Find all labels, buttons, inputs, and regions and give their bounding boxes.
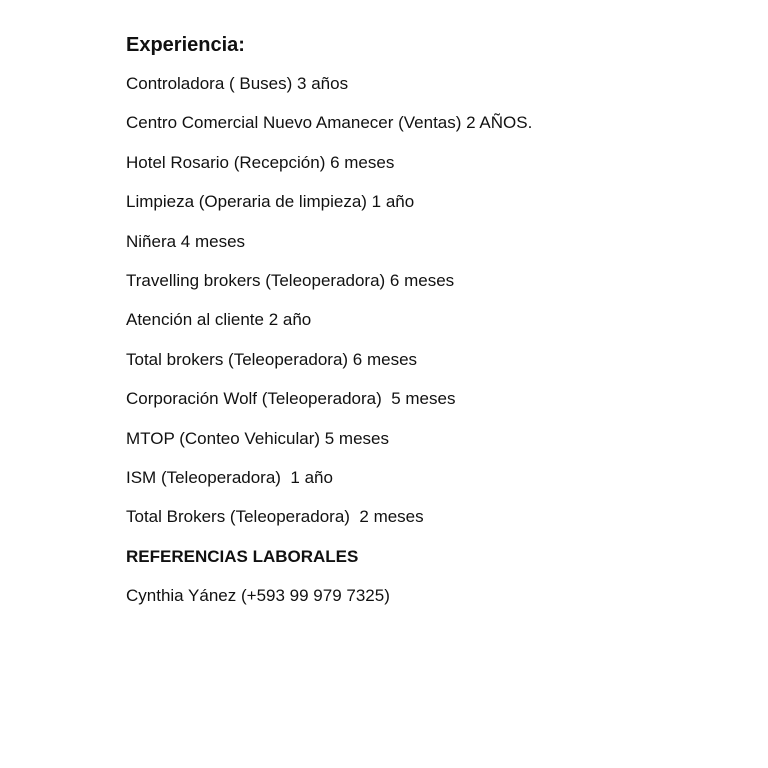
experience-heading: Experiencia: bbox=[126, 34, 245, 56]
experience-item: Total brokers (Teleoperadora) 6 meses bbox=[126, 349, 418, 369]
experience-item: Total Brokers (Teleoperadora) 2 meses bbox=[126, 507, 424, 527]
experience-item: Atención al cliente 2 año bbox=[126, 310, 312, 330]
experience-item: Corporación Wolf (Teleoperadora) 5 meses bbox=[126, 389, 456, 409]
experience-item: Centro Comercial Nuevo Amanecer (Ventas) 2 AÑOS. bbox=[126, 113, 533, 133]
experience-item: Hotel Rosario (Recepción) 6 meses bbox=[126, 152, 395, 172]
experience-item: Niñera 4 meses bbox=[126, 231, 246, 251]
experience-item: MTOP (Conteo Vehicular) 5 meses bbox=[126, 428, 389, 448]
references-heading: REFERENCIAS LABORALES bbox=[126, 546, 359, 566]
reference-item: Cynthia Yánez (+593 99 979 7325) bbox=[126, 586, 390, 606]
experience-item: Controladora ( Buses) 3 años bbox=[126, 74, 349, 93]
experience-item: Travelling brokers (Teleoperadora) 6 meses bbox=[126, 270, 455, 290]
document-page bbox=[126, 33, 746, 625]
experience-item: ISM (Teleoperadora) 1 año bbox=[126, 467, 333, 487]
experience-item: Limpieza (Operaria de limpieza) 1 año bbox=[126, 192, 415, 212]
